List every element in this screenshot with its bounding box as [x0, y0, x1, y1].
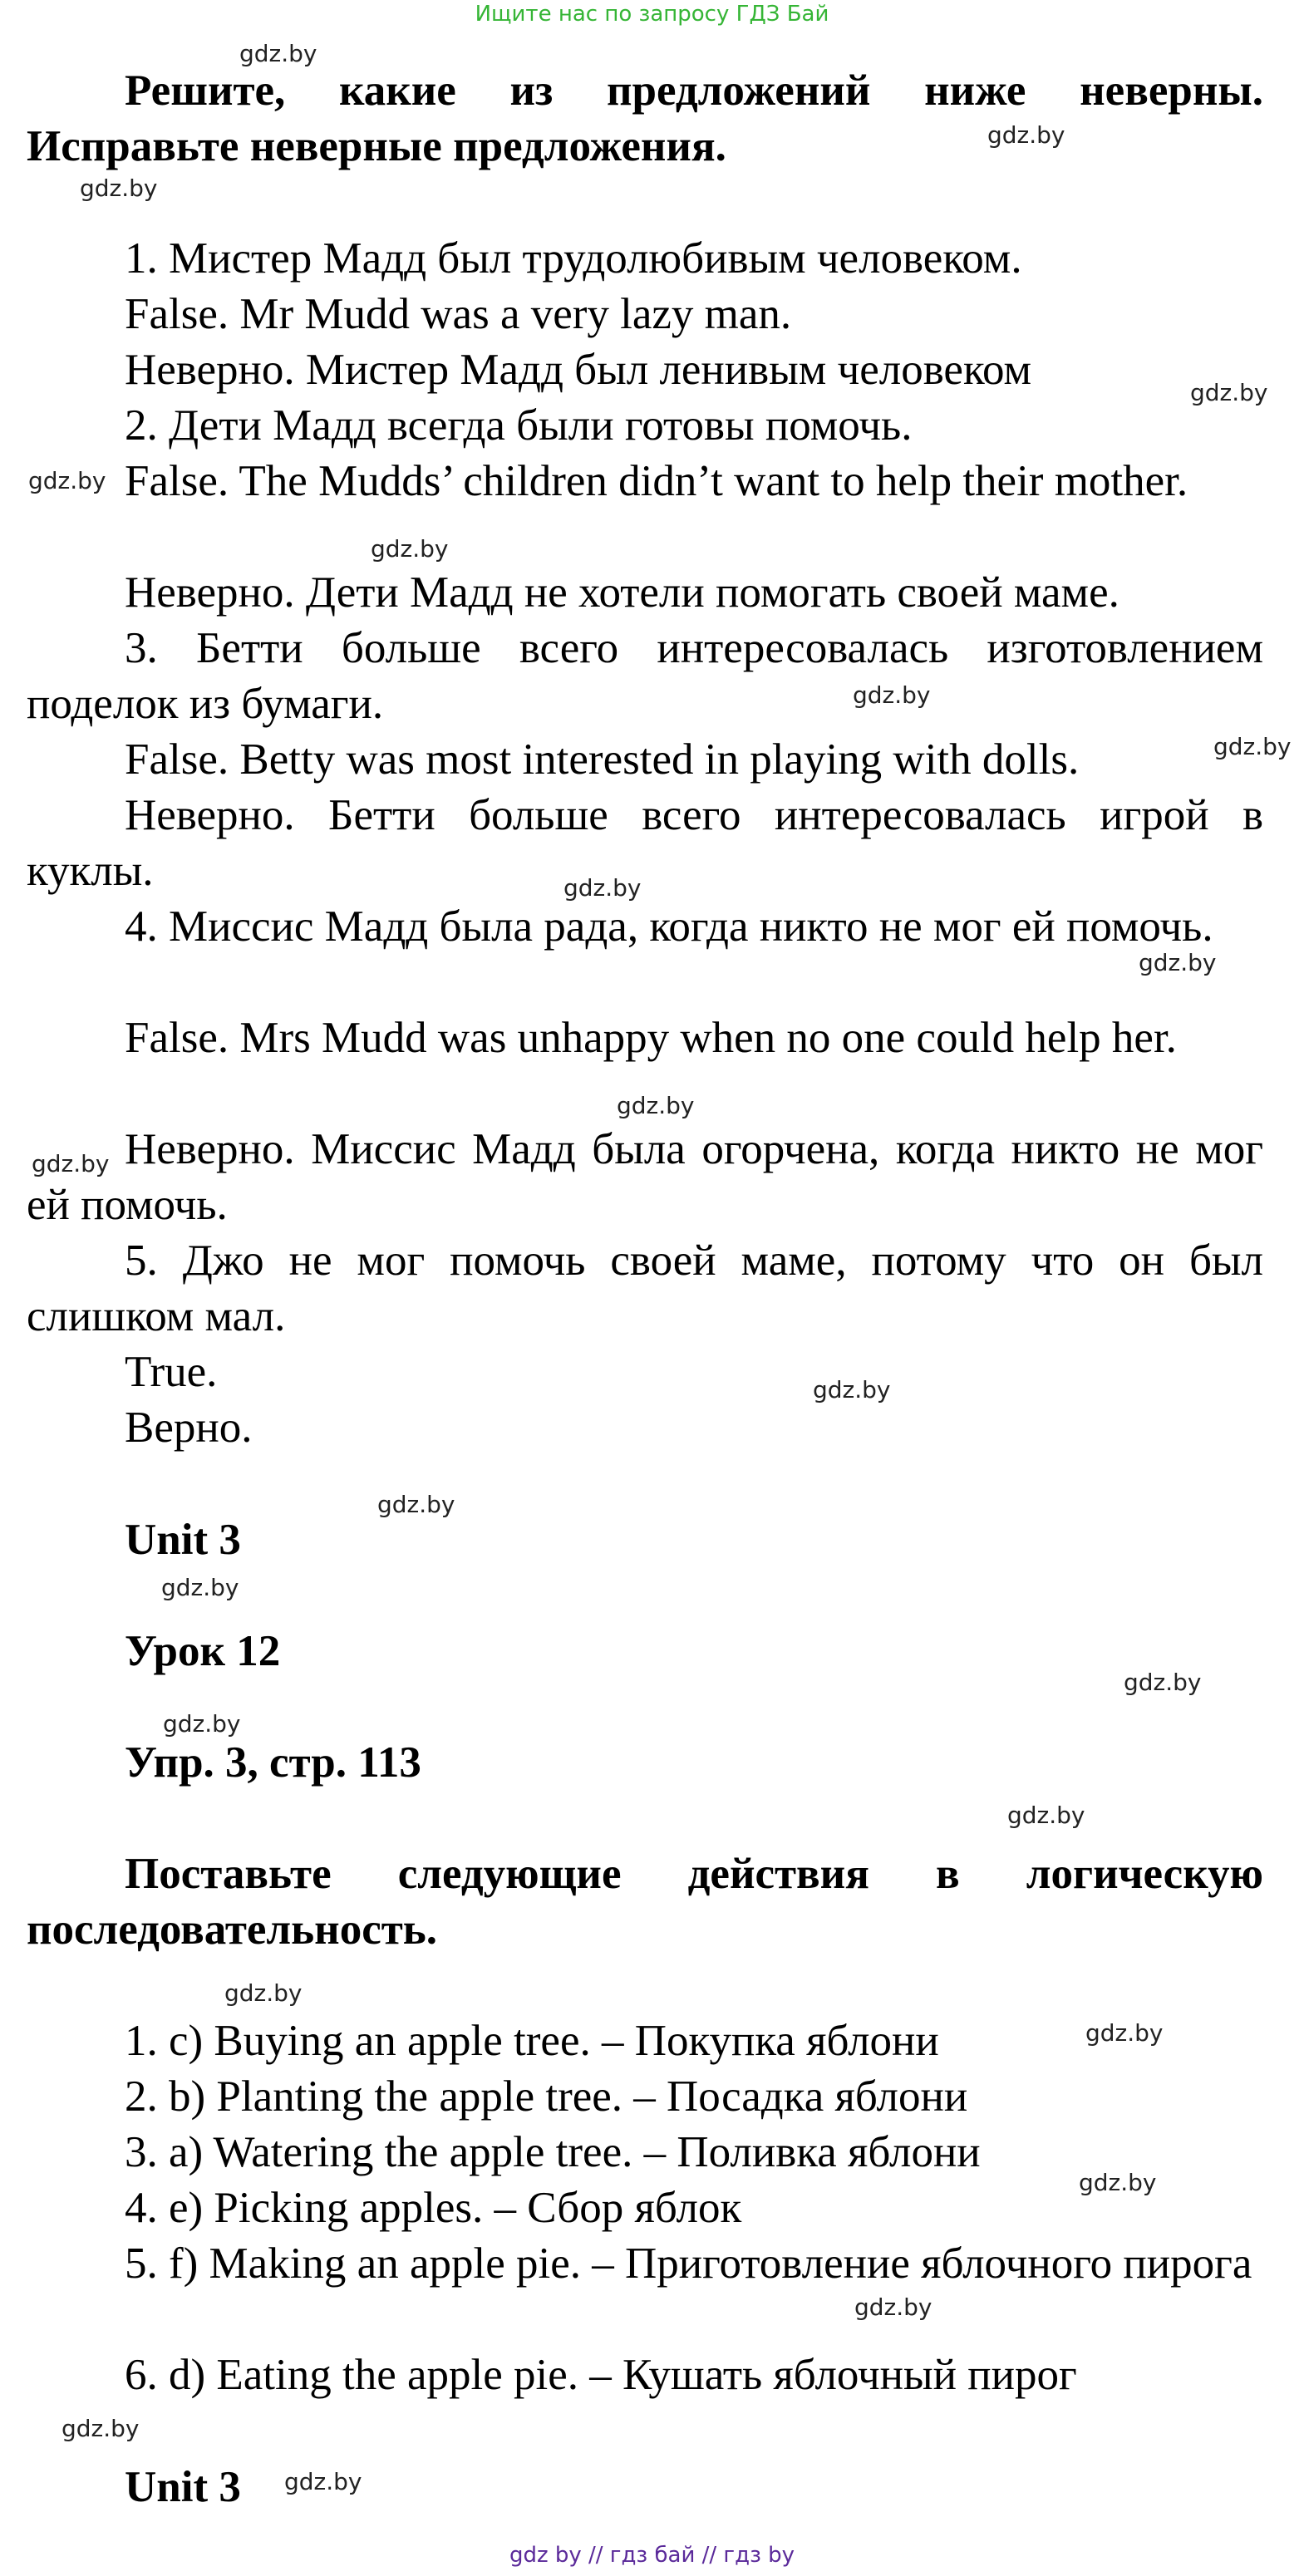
- question-2: 2. Дети Мадд всегда были готовы помочь.: [125, 401, 913, 450]
- watermark: gdz.by: [239, 40, 317, 67]
- sequence-item-2: 2. b) Planting the apple tree. – Посадка яблони: [125, 2072, 968, 2121]
- bottom-banner: gdz by // гдз бай // гдз by: [509, 2543, 795, 2568]
- answer-ru-5: Верно.: [125, 1404, 253, 1452]
- top-banner: Ищите нас по запросу ГДЗ Бай: [475, 2, 829, 27]
- watermark: gdz.by: [1213, 733, 1292, 760]
- answer-ru-4: Неверно. Миссис Мадд была огорчена, когда никто не мог ей помочь.: [27, 1125, 1263, 1229]
- watermark: gdz.by: [853, 681, 931, 709]
- sequence-item-4: 4. e) Picking apples. – Сбор яблок: [125, 2184, 742, 2232]
- instruction-1: Решите, какие из предложений ниже неверны. Исправьте неверные предложения.: [27, 66, 1263, 170]
- instruction-2: Поставьте следующие действия в логическую последовательность.: [27, 1850, 1263, 1954]
- watermark: gdz.by: [1124, 1669, 1202, 1696]
- watermark: gdz.by: [854, 2293, 932, 2321]
- watermark: gdz.by: [284, 2468, 362, 2495]
- watermark: gdz.by: [163, 1710, 241, 1738]
- watermark: gdz.by: [32, 1150, 110, 1177]
- answer-en-2: False. The Mudds’ children didn’t want to help their mother.: [125, 457, 1188, 505]
- answer-ru-1: Неверно. Мистер Мадд был ленивым человеком: [125, 346, 1032, 394]
- unit-heading: Unit 3: [125, 1516, 241, 1564]
- watermark: gdz.by: [813, 1376, 891, 1404]
- watermark: gdz.by: [1139, 949, 1217, 976]
- sequence-item-6: 6. d) Eating the apple pie. – Кушать яблочный пирог: [125, 2351, 1077, 2399]
- answer-ru-2: Неверно. Дети Мадд не хотели помогать своей маме.: [125, 568, 1119, 617]
- watermark: gdz.by: [161, 1574, 239, 1601]
- exercise-heading: Упр. 3, стр. 113: [125, 1738, 421, 1787]
- answer-ru-3: Неверно. Бетти больше всего интересовалась игрой в куклы.: [27, 791, 1263, 895]
- question-1: 1. Мистер Мадд был трудолюбивым человеком.: [125, 234, 1022, 283]
- watermark: gdz.by: [1085, 2019, 1164, 2047]
- watermark: gdz.by: [224, 1979, 303, 2007]
- question-3: 3. Бетти больше всего интересовалась изготовлением поделок из бумаги.: [27, 624, 1263, 728]
- watermark: gdz.by: [563, 874, 642, 902]
- answer-en-4: False. Mrs Mudd was unhappy when no one could help her.: [125, 1014, 1177, 1062]
- question-5: 5. Джо не мог помочь своей маме, потому что он был слишком мал.: [27, 1236, 1263, 1340]
- watermark: gdz.by: [987, 121, 1065, 149]
- answer-en-3: False. Betty was most interested in playing with dolls.: [125, 735, 1080, 784]
- sequence-item-5: 5. f) Making an apple pie. – Приготовление яблочного пирога: [125, 2239, 1252, 2288]
- sequence-item-3: 3. a) Watering the apple tree. – Поливка яблони: [125, 2128, 981, 2176]
- unit-heading-2: Unit 3: [125, 2463, 241, 2511]
- question-4: 4. Миссис Мадд была рада, когда никто не мог ей помочь.: [125, 902, 1213, 951]
- watermark: gdz.by: [371, 535, 449, 563]
- watermark: gdz.by: [62, 2415, 140, 2442]
- watermark: gdz.by: [1007, 1802, 1085, 1829]
- watermark: gdz.by: [617, 1092, 695, 1119]
- watermark: gdz.by: [1079, 2169, 1157, 2196]
- watermark: gdz.by: [377, 1491, 455, 1518]
- watermark: gdz.by: [28, 467, 106, 494]
- lesson-heading: Урок 12: [125, 1627, 281, 1675]
- watermark: gdz.by: [1190, 379, 1268, 406]
- watermark: gdz.by: [80, 175, 158, 202]
- answer-en-1: False. Mr Mudd was a very lazy man.: [125, 290, 792, 338]
- sequence-item-1: 1. c) Buying an apple tree. – Покупка яблони: [125, 2017, 939, 2065]
- answer-en-5: True.: [125, 1348, 218, 1396]
